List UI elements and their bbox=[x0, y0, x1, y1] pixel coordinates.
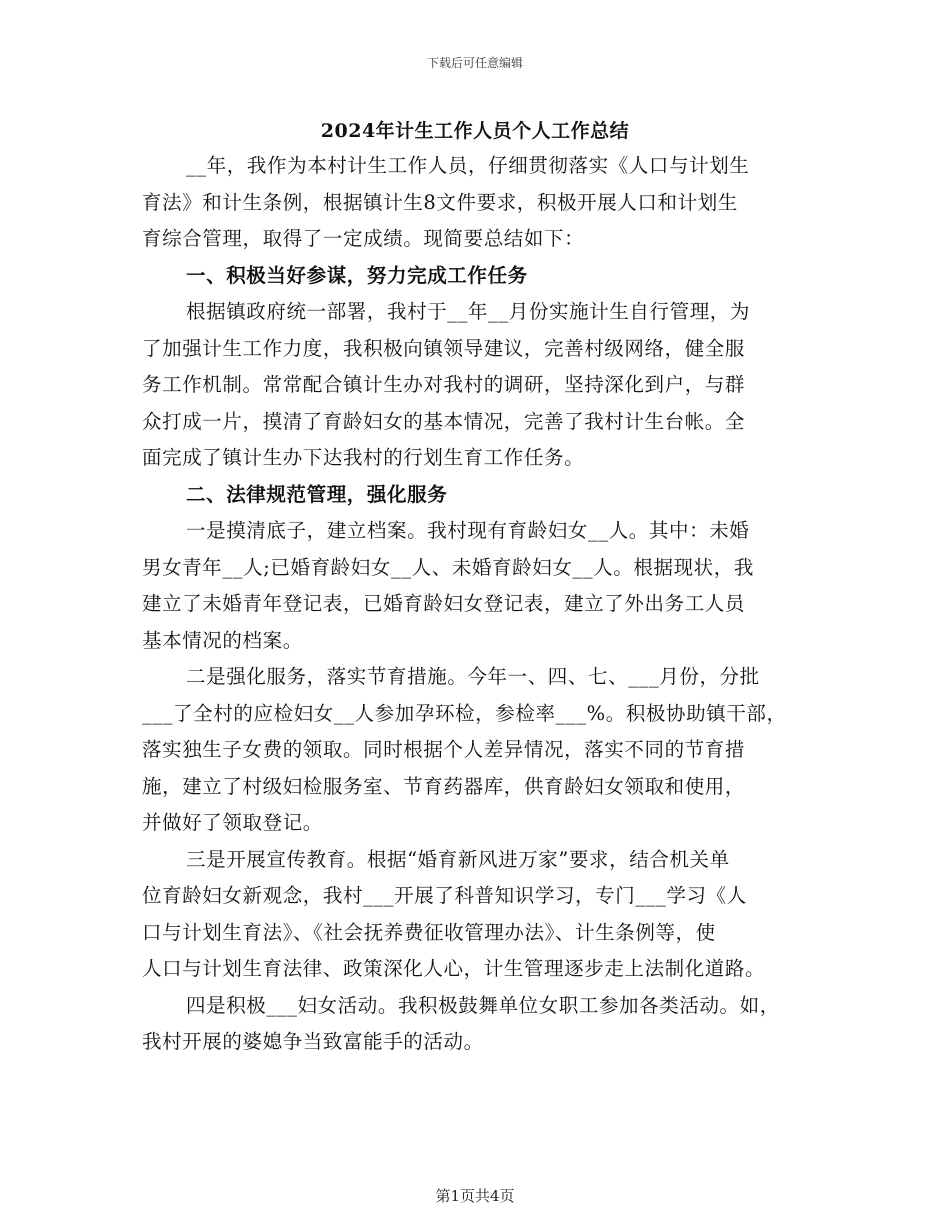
text-line: 男女青年__人;已婚育龄妇女__人、未婚育龄妇女__人。根据现状，我 bbox=[142, 555, 754, 579]
section2-paragraph-4 bbox=[142, 988, 818, 1061]
text-line: 一是摸清底子，建立档案。我村现有育龄妇女__人。其中：未婚 bbox=[186, 519, 750, 542]
text-line: 育综合管理，取得了一定成绩。现简要总结如下： bbox=[142, 227, 585, 250]
text-line: __年，我作为本村计生工作人员，仔细贯彻落实《人口与计划生 bbox=[186, 154, 750, 177]
document-body bbox=[142, 148, 818, 1061]
text-line: 位育龄妇女新观念，我村___开展了科普知识学习，专门___学习《人 bbox=[142, 884, 747, 907]
text-line: 二是强化服务，落实节育措施。今年一、四、七、___月份，分批 bbox=[186, 665, 760, 688]
document-title: 2024年计生工作人员个人工作总结 bbox=[320, 120, 630, 142]
text-line: 口与计划生育法》、《社会抚养费征收管理办法》、计生条例等，使 bbox=[142, 920, 716, 944]
text-line: 人口与计划生育法律、政策深化人心，计生管理逐步走上法制化道路。 bbox=[142, 957, 766, 980]
section2-paragraph-3 bbox=[142, 842, 818, 988]
section1-paragraph bbox=[142, 294, 818, 477]
heading-text: 一、积极当好参谋，努力完成工作任务 bbox=[186, 263, 528, 287]
section2-paragraph-2 bbox=[142, 659, 818, 842]
text-line: ___了全村的应检妇女__人参加孕环检，参检率___%。积极协助镇干部， bbox=[142, 701, 787, 725]
header-note: 下载后可任意编辑 bbox=[426, 56, 523, 70]
section-heading-1 bbox=[142, 258, 818, 295]
text-line: 基本情况的档案。 bbox=[142, 628, 303, 652]
text-line: 四是积极___妇女活动。我积极鼓舞单位女职工参加各类活动。如， bbox=[186, 993, 780, 1017]
text-line: 了加强计生工作力度，我积极向镇领导建议，完善村级网络，健全服 bbox=[142, 336, 746, 360]
text-line: 三是开展宣传教育。根据“婚育新风进万家”要求，结合机关单 bbox=[186, 847, 730, 871]
text-line: 落实独生子女费的领取。同时根据个人差异情况，落实不同的节育措 bbox=[142, 738, 746, 761]
heading-text: 二、法律规范管理，强化服务 bbox=[186, 482, 448, 506]
text-line: 面完成了镇计生办下达我村的行划生育工作任务。 bbox=[142, 446, 585, 469]
text-line: 并做好了领取登记。 bbox=[142, 811, 323, 834]
text-line: 务工作机制。常常配合镇计生办对我村的调研，坚持深化到户，与群 bbox=[142, 373, 746, 396]
intro-paragraph bbox=[142, 148, 818, 258]
text-line: 施，建立了村级妇检服务室、节育药器库，供育龄妇女领取和使用， bbox=[142, 774, 746, 798]
text-line: 我村开展的婆媳争当致富能手的活动。 bbox=[142, 1030, 484, 1053]
page-number: 第1页共4页 bbox=[435, 1187, 515, 1205]
text-line: 众打成一片，摸清了育龄妇女的基本情况，完善了我村计生台帐。全 bbox=[142, 409, 746, 433]
section-heading-2 bbox=[142, 477, 818, 514]
text-line: 根据镇政府统一部署，我村于__年__月份实施计生自行管理，为 bbox=[186, 300, 751, 323]
section2-paragraph-1 bbox=[142, 513, 818, 659]
text-line: 育法》和计生条例，根据镇计生8文件要求，积极开展人口和计划生 bbox=[142, 190, 738, 214]
text-line: 建立了未婚青年登记表，已婚育龄妇女登记表，建立了外出务工人员 bbox=[142, 592, 746, 615]
